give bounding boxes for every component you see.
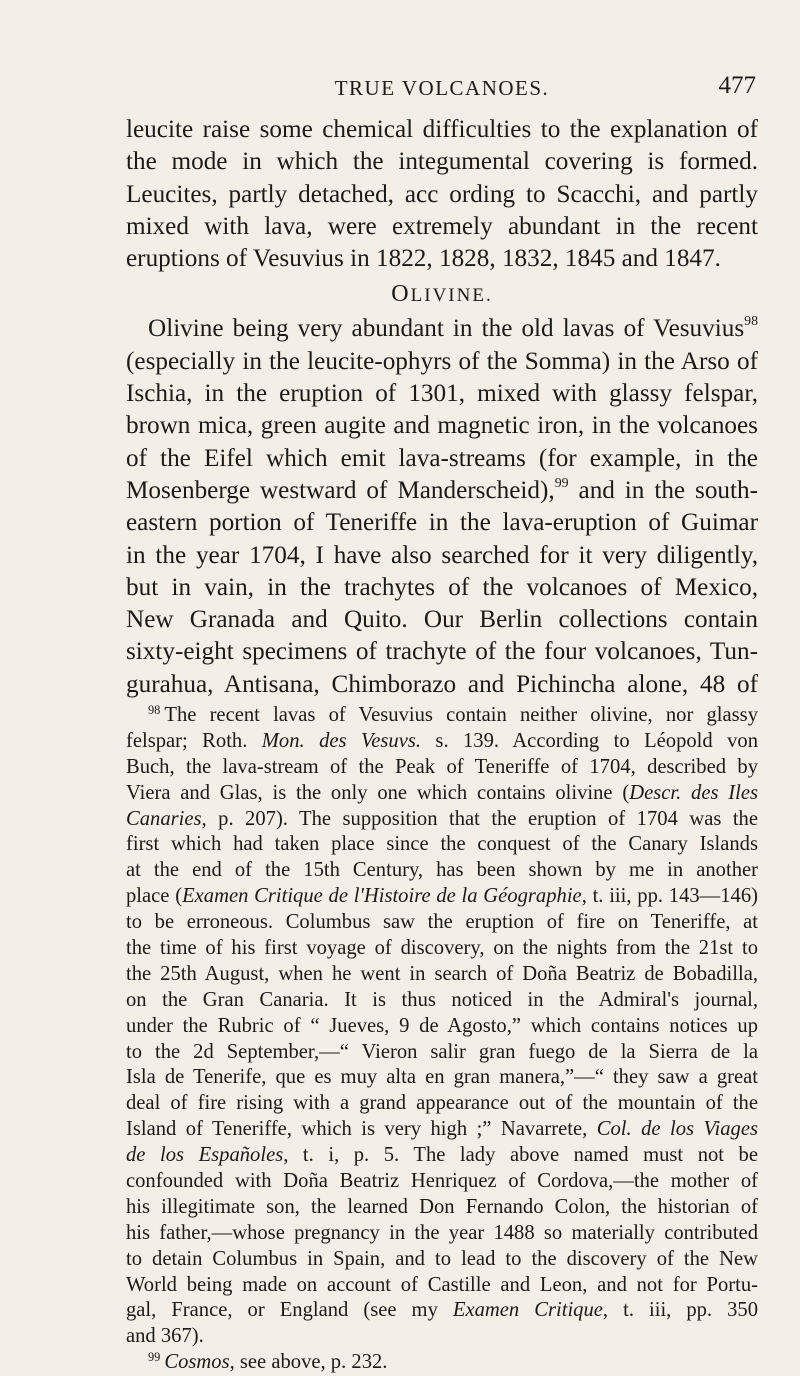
text-line: Leucites, partly detached, acc ording to Scacchi, and partly (126, 180, 758, 208)
footnote-line: on the Gran Canaria. It is thus noticed in the Admiral's journal, (126, 988, 758, 1011)
footnote-line (126, 781, 758, 807)
text-segment: Olivine being very abundant in the old lavas of Vesuvius (148, 315, 745, 343)
footnote-number: 98 (148, 703, 161, 718)
footnote-line: to be erroneous. Columbus saw the eruption of fire on Teneriffe, at (126, 911, 758, 934)
section-heading (126, 275, 758, 313)
section-heading-rest: LIVINE. (410, 285, 493, 307)
footnote-line: the 25th August, when he went in search of Doña Beatriz de Bobadilla, (126, 962, 758, 985)
text-segment: Island of Teneriffe, which is very high ;” Navarrete, (126, 1118, 597, 1141)
footnote-ref: 99 (554, 474, 569, 490)
text-line: leucite raise some chemical difficulties to the explanation of (126, 116, 758, 143)
footnote-line: to detain Columbus in Spain, and to lead to the discovery of the New (126, 1247, 758, 1270)
text-segment: gal, France, or England (see my (126, 1299, 453, 1322)
footnote-line: his illegitimate son, the learned Don Fernando Colon, the historian of (126, 1195, 758, 1218)
footnote-line: and 367). (126, 1325, 204, 1348)
citation-title: Cosmos (164, 1351, 230, 1374)
text-line (126, 313, 758, 345)
citation-title: Canaries (126, 807, 202, 830)
text-line: Ischia, in the eruption of 1301, mixed with glassy felspar, (126, 380, 758, 408)
footnote-line (126, 1350, 758, 1376)
citation-title: Examen Critique (452, 1299, 603, 1322)
text-segment: Viera and Glas, is the only one which contains olivine ( (126, 781, 630, 804)
text-line: New Granada and Quito. Our Berlin collections contain (126, 606, 758, 634)
footnote-number: 99 (148, 1350, 161, 1365)
text-segment: , t. iii, pp. 350 (602, 1299, 758, 1322)
footnote-line: Buch, the lava-stream of the Peak of Teneriffe of 1704, described by (126, 755, 758, 778)
footnote-line (126, 1117, 758, 1143)
footnote-line: under the Rubric of “ Jueves, 9 de Agosto,” which contains notices up (126, 1014, 758, 1037)
text-segment: , see above, p. 232. (229, 1351, 388, 1374)
text-segment: , t. i, p. 5. The lady above named must not be (283, 1144, 758, 1167)
text-segment: Mosenberge westward of Manderscheid), (126, 476, 555, 504)
text-segment: , t. iii, pp. 143—146) (581, 885, 759, 908)
text-line: sixty-eight specimens of trachyte of the four volcanoes, Tun- (126, 638, 758, 666)
footnote-line (126, 1143, 758, 1169)
text-line (126, 475, 758, 507)
text-segment: , p. 207). The supposition that the eruption of 1704 was the (201, 807, 758, 830)
text-segment: and in the south- (568, 476, 759, 504)
text-segment: felspar; Roth. (126, 729, 262, 752)
main-text (126, 114, 758, 701)
text-line: the mode in which the integumental covering is formed. (126, 148, 758, 176)
text-segment: s. 139. According to Léopold von (421, 729, 759, 752)
text-segment: place ( (126, 885, 183, 908)
footnote-line: Isla de Tenerife, que es muy alta en gran manera,”—“ they saw a great (126, 1066, 758, 1089)
footnote-line: World being made on account of Castille and Leon, and not for Portu- (126, 1273, 758, 1296)
text-line: (especially in the leucite-ophyrs of the Somma) in the Arso of (126, 347, 758, 375)
citation-title: Col. de los Viages (596, 1118, 758, 1141)
text-line: brown mica, green augite and magnetic iron, in the volcanoes (126, 412, 758, 440)
footnote-line (126, 703, 758, 729)
footnote-line (126, 884, 758, 910)
section-heading-initial: O (391, 281, 411, 308)
running-head (128, 70, 756, 110)
text-line: mixed with lava, were extremely abundant in the recent (126, 212, 758, 240)
footnote-line (126, 1298, 758, 1324)
citation-title: Examen Critique de l'Histoire de la Géographie (182, 885, 582, 908)
footnote-line (126, 807, 758, 833)
text-line: eastern portion of Teneriffe in the lava-eruption of Guimar (126, 509, 758, 537)
footnote-line: at the end of the 15th Century, has been shown by me in another (126, 859, 758, 882)
footnote-line: first which had taken place since the conquest of the Canary Islands (126, 833, 758, 856)
footnote-line: his father,—whose pregnancy in the year 1488 so materially contributed (126, 1221, 758, 1244)
citation-title: Descr. des Iles (629, 781, 758, 804)
text-line: gurahua, Antisana, Chimborazo and Pichincha alone, 48 of (126, 670, 758, 698)
footnote-ref: 98 (744, 313, 758, 329)
running-title: TRUE VOLCANOES. (334, 76, 550, 100)
page-number: 477 (718, 72, 756, 99)
footnote-line: deal of fire rising with a grand appearance out of the mountain of the (126, 1092, 758, 1115)
text-line: in the year 1704, I have also searched for it very diligently, (126, 541, 758, 569)
citation-title: de los Españoles (126, 1144, 284, 1167)
text-line: of the Eifel which emit lava-streams (for example, in the (126, 444, 758, 472)
footnote-line: to the 2d September,—“ Vieron salir gran fuego de la Sierra de la (126, 1040, 758, 1063)
text-line: eruptions of Vesuvius in 1822, 1828, 1832, 1845 and 1847. (126, 245, 721, 273)
text-segment: The recent lavas of Vesuvius contain neither olivine, nor glassy (164, 704, 758, 726)
footnote-line (126, 729, 758, 755)
footnote-line: confounded with Doña Beatriz Henriquez of Cordova,—the mother of (126, 1170, 758, 1193)
footnotes (126, 703, 758, 1376)
text-line: but in vain, in the trachytes of the volcanoes of Mexico, (126, 573, 758, 601)
footnote-line: the time of his first voyage of discovery, on the nights from the 21st to (126, 937, 758, 960)
citation-title: Mon. des Vesuvs. (261, 729, 422, 752)
